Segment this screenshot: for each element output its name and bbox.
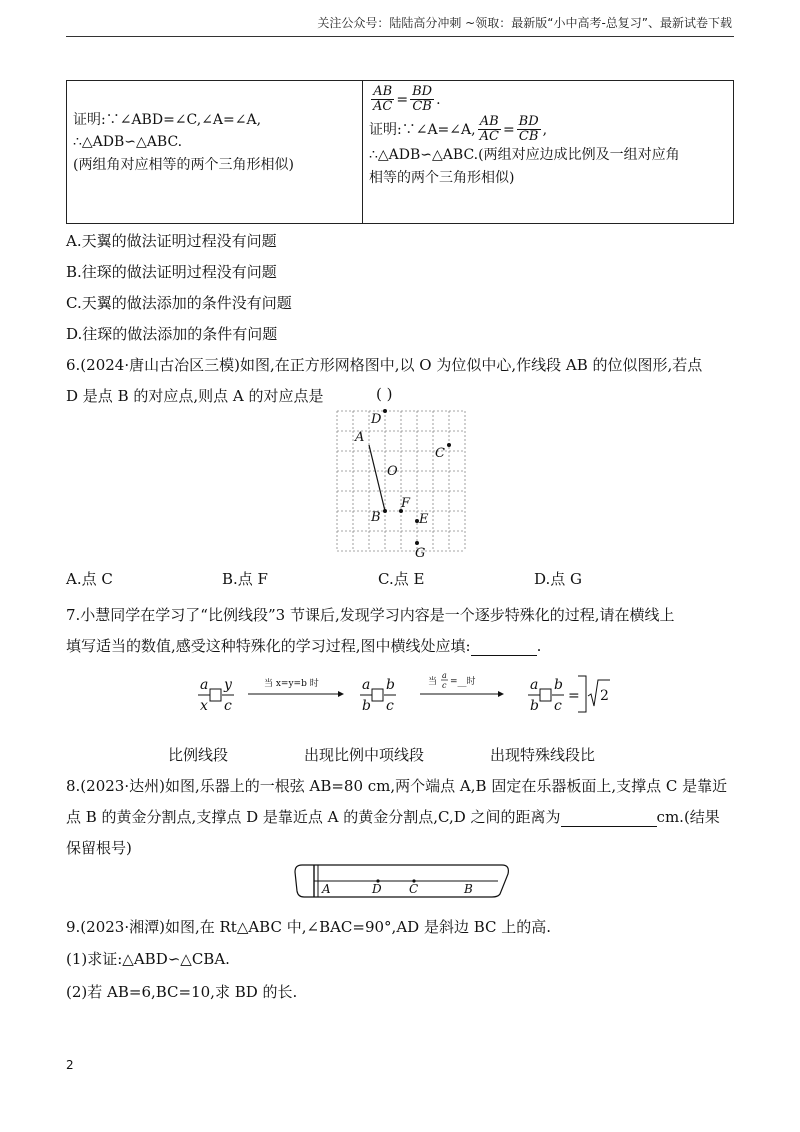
proof-table <box>66 80 734 224</box>
f3-equals: = <box>568 688 580 704</box>
q6-option-d: D.点 G <box>534 570 583 588</box>
f3-b1: b <box>530 698 539 714</box>
header-divider <box>66 36 734 37</box>
f2-b1: b <box>362 698 371 714</box>
q8-instrument-figure <box>292 862 512 900</box>
f2-c: c <box>386 698 394 714</box>
left-proof-line2: ∴△ADB∽△ABC. <box>73 134 183 151</box>
q9-text-line1: 9.(2023·湘潭)如图,在 Rt△ABC 中,∠BAC=90°,AD 是斜边 BC 上的高. <box>66 918 552 936</box>
f2-b2: b <box>386 677 395 693</box>
q7-text-line1: 7.小慧同学在学习了“比例线段”3 节课后,发现学习内容是一个逐步特殊化的过程,请在横线上 <box>66 606 675 624</box>
q6-option-a: A.点 C <box>66 570 113 588</box>
label-g: G <box>415 546 426 561</box>
label-o: O <box>387 464 398 479</box>
q6-option-b: B.点 F <box>222 570 268 588</box>
label-f: F <box>401 496 411 511</box>
arrow2-frac-a: a <box>442 671 447 680</box>
right-proof-line3: ∴△ADB∽△ABC.(两组对应边成比例及一组对应角 <box>369 147 680 164</box>
q6-option-c: C.点 E <box>378 570 425 588</box>
label-c: C <box>435 446 445 461</box>
proof-cell-left <box>67 81 363 223</box>
q5-option-b: B.往琛的做法证明过程没有问题 <box>66 263 277 281</box>
f2-a: a <box>362 677 371 693</box>
f1-y: y <box>224 677 232 693</box>
f3-box <box>540 689 551 701</box>
right-proof-line2: 证明:∵∠A=∠A, $\frac{AB}{AC}$ = $\frac{BD}{CB}$ , <box>369 113 548 144</box>
q7-label-special-ratio: 出现特殊线段比 <box>490 746 596 764</box>
q8-text-line2: 点 B 的黄金分割点,支撑点 D 是靠近点 A 的黄金分割点,C,D 之间的距离为 cm.(结果 <box>66 808 720 826</box>
q7-answer-blank <box>471 637 537 656</box>
fraction-ab-ac: $\frac{AB}{AC}$ <box>373 84 393 115</box>
page-header: 关注公众号：陆陆高分冲刺 ~领取：最新版“小中高考-总复习”、最新试卷下载 <box>317 16 732 30</box>
left-proof-line1: 证明:∵∠ABD=∠C,∠A=∠A, <box>73 112 262 128</box>
f1-a: a <box>200 677 209 693</box>
q9-text-line2: (1)求证:△ABD∽△CBA. <box>66 950 230 968</box>
q6-answer-paren: ( ) <box>376 385 393 403</box>
q8-text-line3: 保留根号) <box>66 839 132 857</box>
point-d <box>383 409 387 413</box>
q7-proportion-figure <box>190 666 630 726</box>
q6-text-line2: D 是点 B 的对应点,则点 A 的对应点是 <box>66 387 324 405</box>
q6-text-line1: 6.(2024·唐山古冶区三模)如图,在正方形网格图中,以 O 为位似中心,作线段 AB 的位似图形,若点 <box>66 356 703 374</box>
point-g <box>415 541 419 545</box>
q8-text-line1: 8.(2023·达州)如图,乐器上的一根弦 AB=80 cm,两个端点 A,B 固定在乐器板面上,支撑点 C 是靠近 <box>66 777 728 795</box>
label-b: B <box>464 882 473 896</box>
arrow2-suffix: =__时 <box>450 677 476 687</box>
q7-label-proportion: 比例线段 <box>168 746 229 764</box>
page-number: 2 <box>66 1058 74 1072</box>
f1-x: x <box>200 698 208 714</box>
label-d: D <box>372 882 382 896</box>
q7-label-mean-proportional: 出现比例中项线段 <box>304 746 425 764</box>
sqrt-value: 2 <box>600 688 609 704</box>
fraction-bd-cb: $\frac{BD}{CB}$ <box>412 84 433 115</box>
right-proof-line1: $\frac{AB}{AC}$ = $\frac{BD}{CB}$ . <box>373 84 441 115</box>
arrow2-prefix: 当 <box>428 677 438 687</box>
q8-answer-blank <box>561 808 657 827</box>
q7-text-line2: 填写适当的数值,感受这种特殊化的学习过程,图中横线处应填: . <box>66 637 542 655</box>
f1-box <box>210 689 221 701</box>
label-a: A <box>355 430 365 445</box>
q5-option-d: D.往琛的做法添加的条件有问题 <box>66 325 278 343</box>
segment-ab <box>369 445 385 511</box>
label-a: A <box>322 882 331 896</box>
point-b <box>383 509 387 513</box>
left-proof-line3: (两组角对应相等的两个三角形相似) <box>73 156 294 173</box>
q5-option-c: C.天翼的做法添加的条件没有问题 <box>66 294 292 312</box>
proof-cell-right <box>363 81 733 223</box>
right-proof-line4: 相等的两个三角形相似) <box>369 169 515 186</box>
q5-option-a: A.天翼的做法证明过程没有问题 <box>66 232 277 250</box>
f3-b2: b <box>554 677 563 693</box>
point-c <box>447 443 451 447</box>
arrow2-frac-c: c <box>442 681 447 690</box>
arrow1-label: 当 x=y=b 时 <box>264 679 319 689</box>
label-d: D <box>371 412 382 427</box>
label-c: C <box>409 882 419 896</box>
f3-c: c <box>554 698 562 714</box>
label-b: B <box>371 510 381 525</box>
f2-box <box>372 689 383 701</box>
f1-c: c <box>224 698 232 714</box>
f3-a: a <box>530 677 539 693</box>
q6-grid-figure <box>333 405 467 561</box>
label-e: E <box>419 512 429 527</box>
q9-text-line3: (2)若 AB=6,BC=10,求 BD 的长. <box>66 983 298 1001</box>
